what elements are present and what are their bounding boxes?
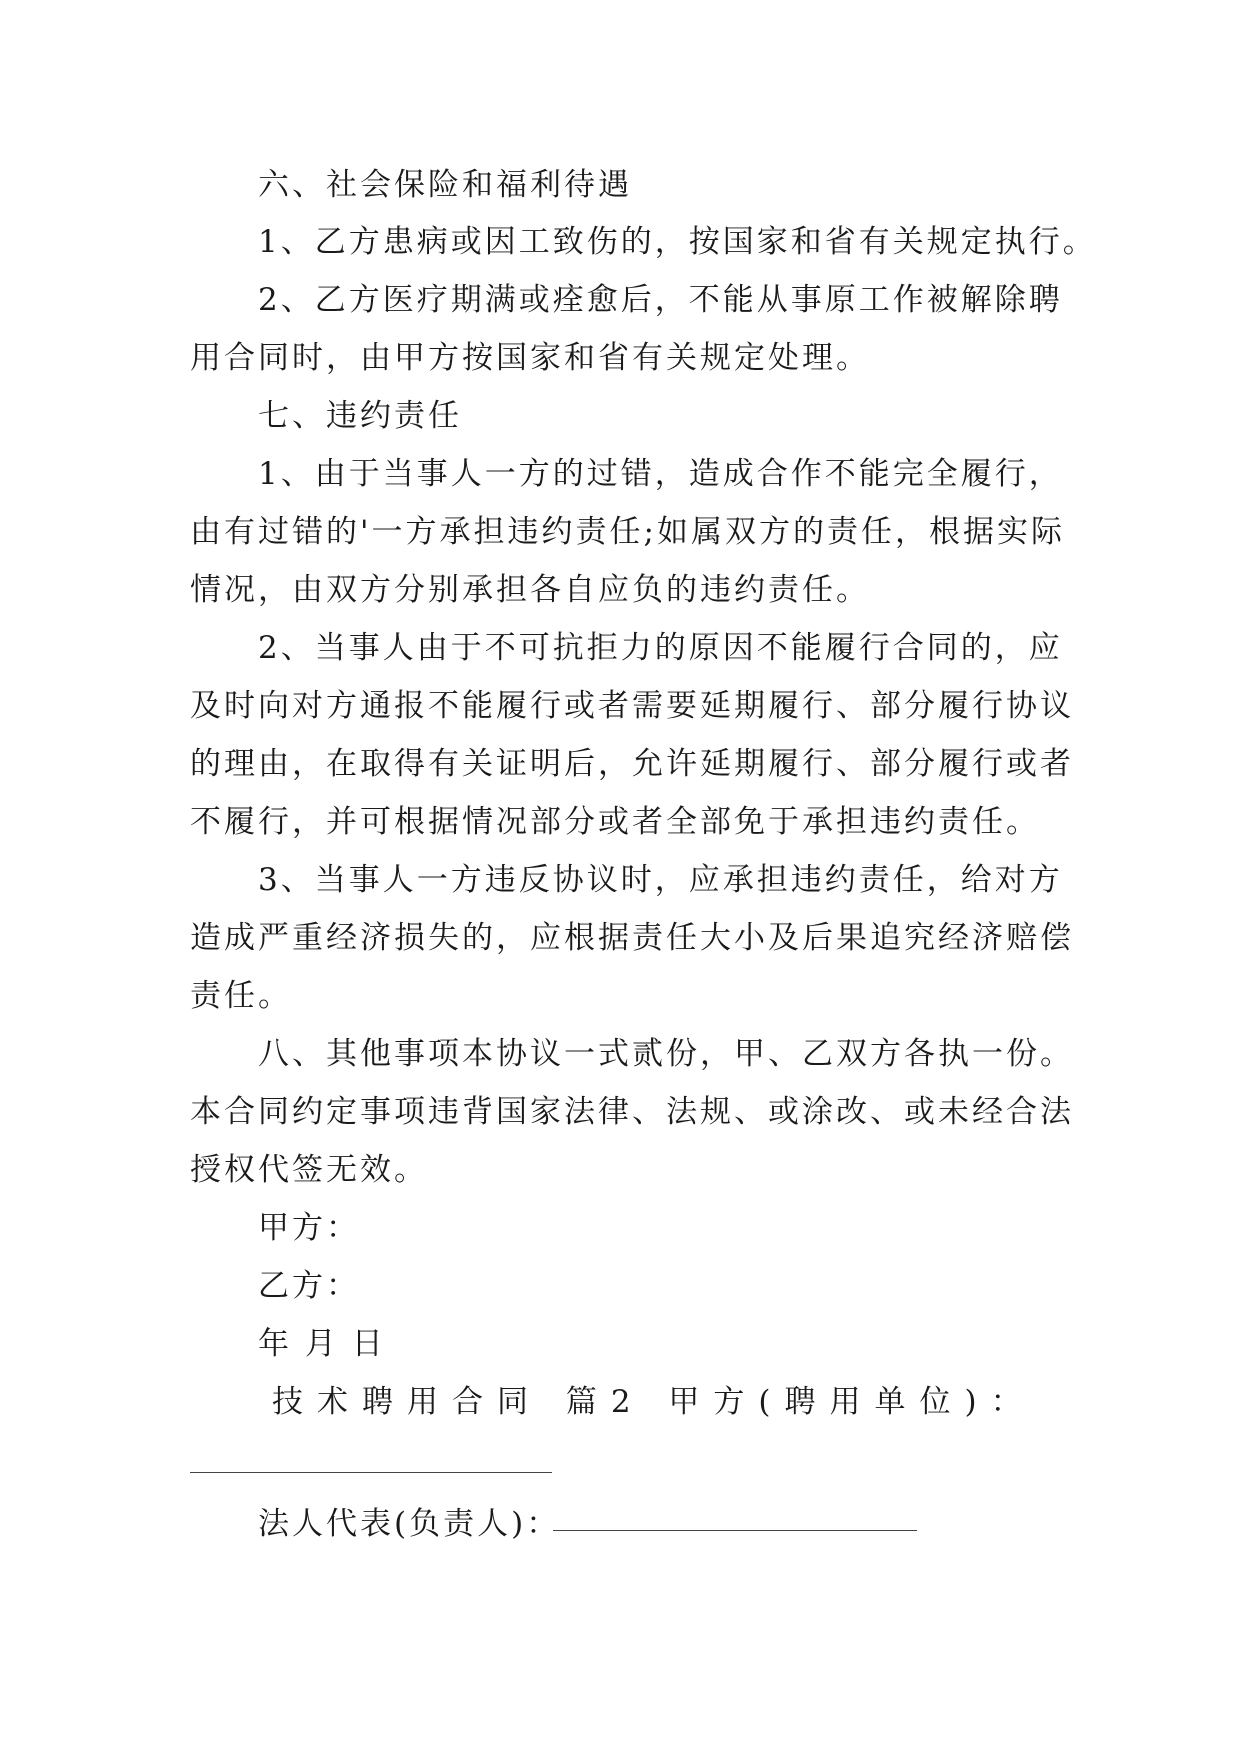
- paragraph-line: 授权代签无效。: [190, 1152, 428, 1188]
- paragraph-line: 1、由于当事人一方的过错，造成合作不能完全履行，: [258, 456, 1063, 492]
- paragraph-line: 责任。: [190, 978, 292, 1014]
- contract-title-line: 技术聘用合同 篇2 甲方(聘用单位)：: [272, 1384, 1036, 1420]
- party-b-label: 乙方：: [258, 1268, 360, 1304]
- legal-representative-blank-line: [553, 1530, 917, 1531]
- paragraph-line: 3、当事人一方违反协议时，应承担违约责任，给对方: [258, 862, 1063, 898]
- paragraph-line: 2、乙方医疗期满或痊愈后，不能从事原工作被解除聘: [258, 282, 1063, 318]
- section-heading-7: 七、违约责任: [258, 398, 462, 434]
- paragraph-line: 不履行，并可根据情况部分或者全部免于承担违约责任。: [190, 804, 1040, 840]
- party-a-label: 甲方：: [258, 1210, 360, 1246]
- paragraph-line: 造成严重经济损失的，应根据责任大小及后果追究经济赔偿: [190, 920, 1074, 956]
- paragraph-line: 情况，由双方分别承担各自应负的违约责任。: [190, 572, 870, 608]
- paragraph-line: 2、当事人由于不可抗拒力的原因不能履行合同的，应: [258, 630, 1063, 666]
- paragraph-line: 本合同约定事项违背国家法律、法规、或涂改、或未经合法: [190, 1094, 1074, 1130]
- paragraph-line: 及时向对方通报不能履行或者需要延期履行、部分履行协议: [190, 688, 1074, 724]
- paragraph-line: 1、乙方患病或因工致伤的，按国家和省有关规定执行。: [258, 224, 1097, 260]
- signature-blank-line: [190, 1472, 552, 1473]
- section-heading-8: 八、其他事项本协议一式贰份，甲、乙双方各执一份。: [258, 1036, 1074, 1072]
- paragraph-line: 用合同时，由甲方按国家和省有关规定处理。: [190, 340, 870, 376]
- section-heading-6: 六、社会保险和福利待遇: [258, 167, 632, 203]
- legal-representative-label: 法人代表(负责人)：: [258, 1506, 561, 1542]
- paragraph-line: 的理由，在取得有关证明后，允许延期履行、部分履行或者: [190, 746, 1074, 782]
- date-line: 年 月 日: [258, 1326, 386, 1362]
- paragraph-line: 由有过错的'一方承担违约责任;如属双方的责任，根据实际: [190, 514, 1065, 550]
